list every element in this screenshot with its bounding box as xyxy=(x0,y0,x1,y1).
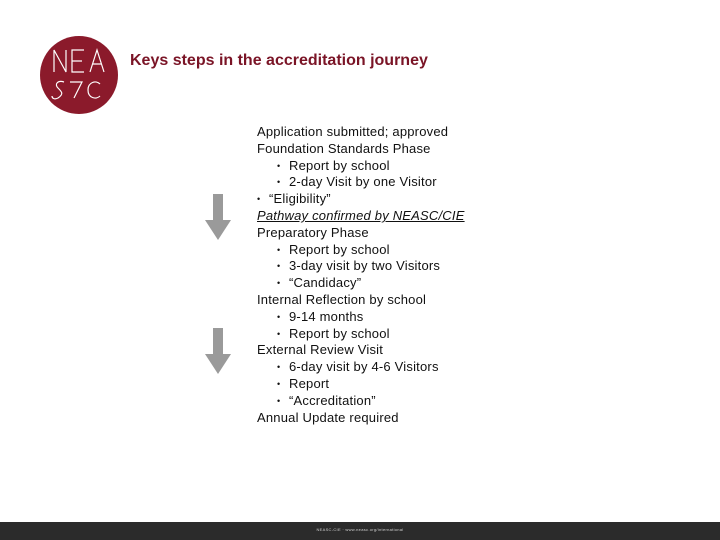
down-arrow-icon xyxy=(205,194,231,240)
step-bullet: • 2-day Visit by one Visitor xyxy=(277,174,437,190)
bullet-icon: • xyxy=(257,194,261,205)
step-bullet: • “Candidacy” xyxy=(277,275,362,291)
bullet-icon: • xyxy=(277,362,281,373)
bullet-icon: • xyxy=(277,311,281,322)
step-bullet: • 6-day visit by 4-6 Visitors xyxy=(277,359,439,375)
step-bullet: • 3-day visit by two Visitors xyxy=(277,258,441,274)
bullet-icon: • xyxy=(277,378,281,389)
pathway-confirmed-line: Pathway confirmed by NEASC/CIE xyxy=(257,207,465,223)
step-bullet: • Report by school xyxy=(277,241,390,257)
page-title: Keys steps in the accreditation journey xyxy=(130,52,428,69)
bullet-icon: • xyxy=(277,244,281,255)
down-arrow-icon xyxy=(205,328,231,374)
step-heading: Application submitted; approved xyxy=(257,124,449,139)
steps-list xyxy=(257,124,465,426)
step-bullet: • Report by school xyxy=(277,325,390,341)
footer-text: NEASC-CIE · www.neasc.org/international xyxy=(316,527,404,532)
bullet-icon: • xyxy=(277,261,281,272)
step-bullet: • Report xyxy=(277,375,330,391)
neasc-logo xyxy=(40,36,118,114)
footer-bar xyxy=(0,522,720,540)
step-heading: Preparatory Phase xyxy=(257,224,369,240)
step-bullet: • Report by school xyxy=(277,157,390,173)
step-bullet: • 9-14 months xyxy=(277,308,364,324)
step-heading: External Review Visit xyxy=(257,342,384,358)
step-heading: Annual Update required xyxy=(257,409,399,425)
bullet-icon: • xyxy=(277,395,281,406)
step-bullet: • “Accreditation” xyxy=(277,392,376,408)
bullet-icon: • xyxy=(277,177,281,188)
step-heading: Foundation Standards Phase xyxy=(257,140,431,156)
step-bullet: • “Eligibility” xyxy=(257,191,331,207)
bullet-icon: • xyxy=(277,278,281,289)
bullet-icon: • xyxy=(277,160,281,171)
bullet-icon: • xyxy=(277,328,281,339)
step-heading: Internal Reflection by school xyxy=(257,291,427,307)
